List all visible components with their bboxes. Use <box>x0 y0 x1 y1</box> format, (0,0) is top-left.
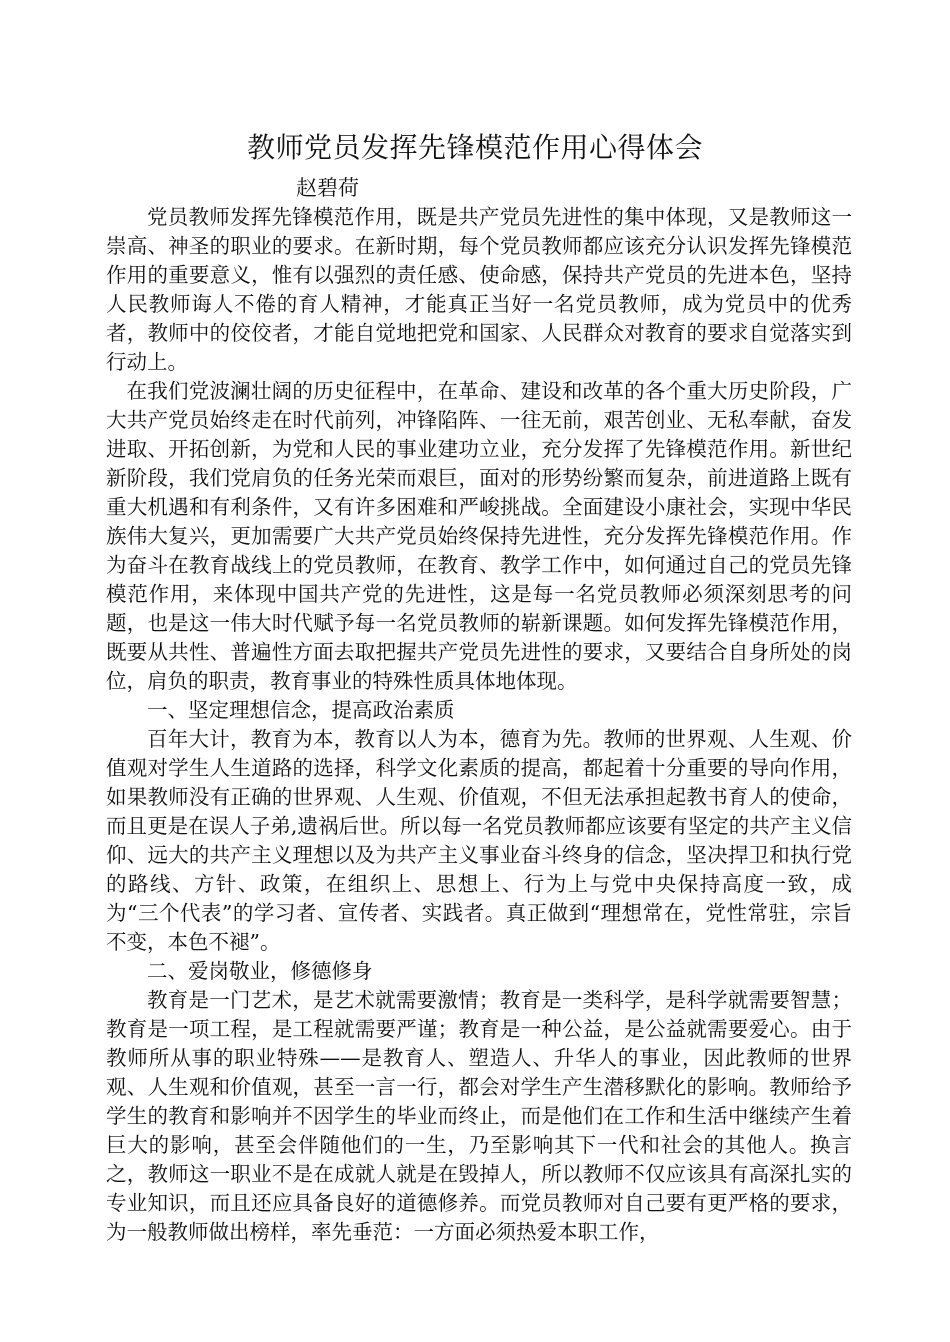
document-title: 教师党员发挥先锋模范作用心得体会 <box>246 131 703 164</box>
intro-paragraph-1: 党员教师发挥先锋模范作用，既是共产党员先进性的集中体现，又是教师这一崇高、神圣的职业的要求。在新时期，每个党员教师都应该充分认识发挥先锋模范作用的重要意义，惟有以强烈的责任感、使命感，保持共产党员的先进本色，坚持人民教师诲人不倦的育人精神，才能真正当好一名党员教师，成为党员中的优秀者，教师中的佼佼者，才能自觉地把党和国家、人民群众对教育的要求自觉落实到行动上。 <box>106 205 852 374</box>
document-body <box>106 203 852 1247</box>
document-author: 赵碧荷 <box>296 176 359 200</box>
intro-paragraph-2: 在我们党波澜壮阔的历史征程中，在革命、建设和改革的各个重大历史阶段，广大共产党员始终走在时代前列，冲锋陷阵、一往无前，艰苦创业、无私奉献，奋发进取、开拓创新，为党和人民的事业建功立业，充分发挥了先锋模范作用。新世纪新阶段，我们党肩负的任务光荣而艰巨，面对的形势纷繁而复杂，前进道路上既有重大机遇和有利条件，又有许多困难和严峻挑战。全面建设小康社会，实现中华民族伟大复兴，更加需要广大共产党员始终保持先进性，充分发挥先锋模范作用。作为奋斗在教育战线上的党员教师，在教育、教学工作中，如何通过自己的党员先锋模范作用，来体现中国共产党的先进性，这是每一名党员教师必须深刻思考的问题，也是这一伟大时代赋予每一名党员教师的崭新课题。如何发挥先锋模范作用，既要从共性、普遍性方面去取把握共产党员先进性的要求，又要结合自身所处的岗位，肩负的职责，教育事业的特殊性质具体地体现。 <box>106 379 852 693</box>
section-1-paragraph: 百年大计，教育为本，教育以人为本，德育为先。教师的世界观、人生观、价值观对学生人生道路的选择，科学文化素质的提高，都起着十分重要的导向作用，如果教师没有正确的世界观、人生观、价值观，不但无法承担起教书育人的使命，而且更是在误人子弟,遗祸后世。所以每一名党员教师都应该要有坚定的共产主义信仰、远大的共产主义理想以及为共产主义事业奋斗终身的信念，坚决捍卫和执行党的路线、方针、政策，在组织上、思想上、行为上与党中央保持高度一致，成为“三个代表”的学习者、宣传者、实践者。真正做到“理想常在，党性常驻，宗旨不变，本色不褪”。 <box>106 727 852 954</box>
section-1-heading: 一、坚定理想信念，提高政治素质 <box>147 698 455 722</box>
section-2-paragraph: 教育是一门艺术，是艺术就需要激情；教育是一类科学，是科学就需要智慧；教育是一项工程，是工程就需要严谨；教育是一种公益，是公益就需要爱心。由于教师所从事的职业特殊——是教育人、塑造人、升华人的事业，因此教师的世界观、人生观和价值观，甚至一言一行，都会对学生产生潜移默化的影响。教师给予学生的教育和影响并不因学生的毕业而终止，而是他们在工作和生活中继续产生着巨大的影响，甚至会伴随他们的一生，乃至影响其下一代和社会的其他人。换言之，教师这一职业不是在成就人就是在毁掉人，所以教师不仅应该具有高深扎实的专业知识，而且还应具备良好的道德修养。而党员教师对自己要有更严格的要求，为一般教师做出榜样，率先垂范：一方面必须热爱本职工作， <box>106 988 852 1244</box>
section-2-heading: 二、爱岗敬业，修德修身 <box>147 959 373 983</box>
